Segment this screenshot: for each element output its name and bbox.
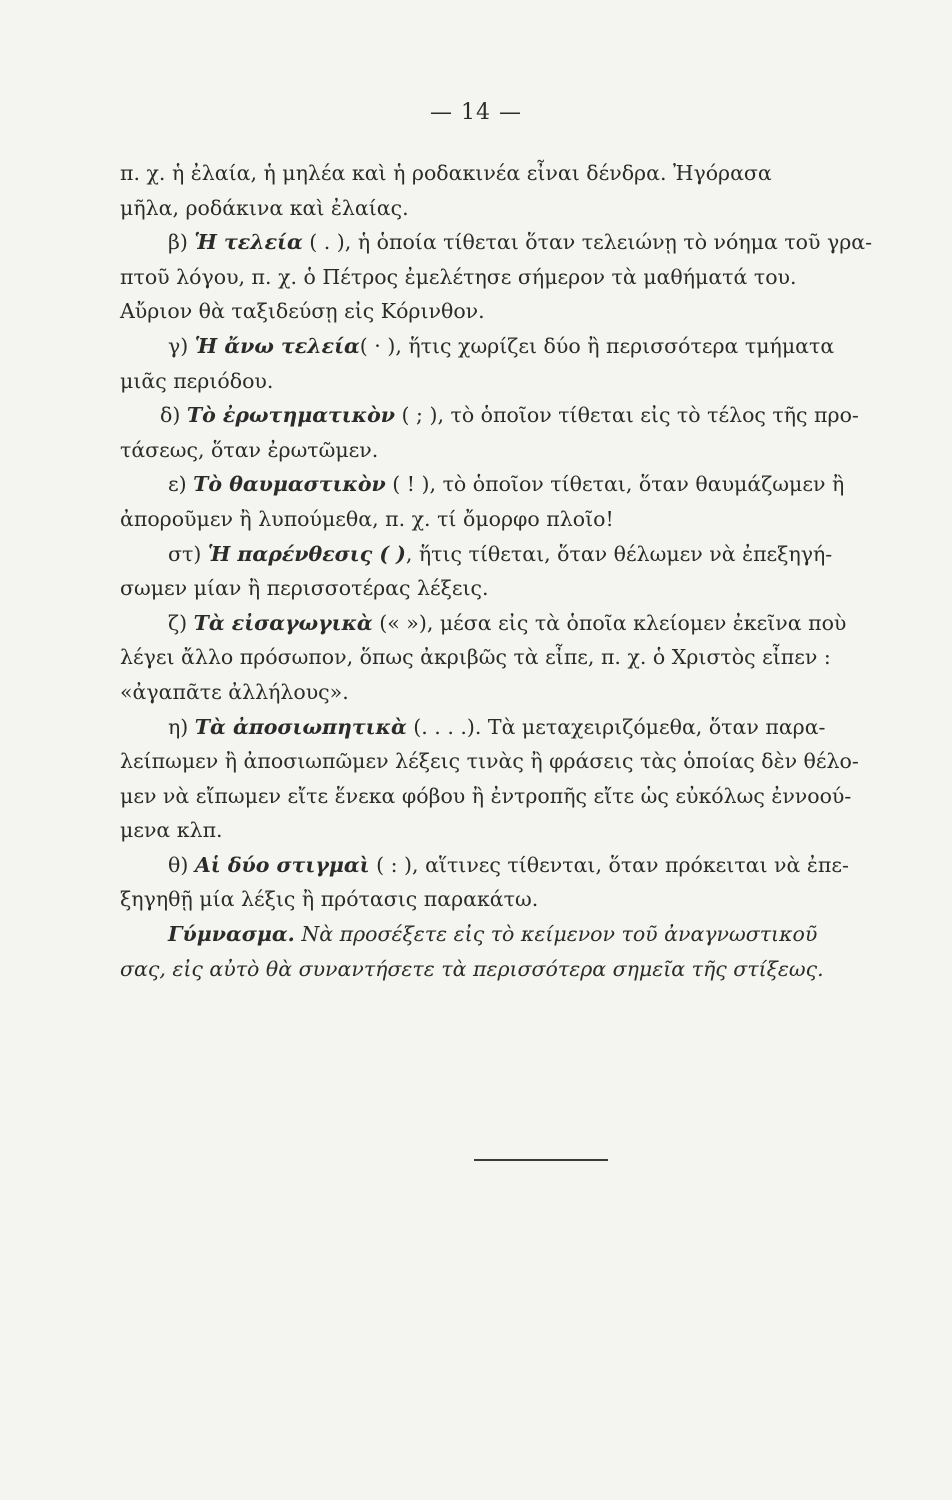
term-ellipsis: Τὰ ἀποσιωπητικὰ xyxy=(194,714,407,739)
term-quotation-marks: Τὰ εἰσαγωγικὰ xyxy=(193,610,373,635)
text-line: τάσεως, ὅταν ἐρωτῶμεν. xyxy=(120,437,379,462)
item-beta: β) Ἡ τελεία ( . ), ἡ ὁποία τίθεται ὅταν τελειώνῃ τὸ νόημα τοῦ γρα- xyxy=(168,230,873,255)
term-parenthesis: Ἡ παρένθεσις ( ) xyxy=(207,541,406,566)
text-line: μεν νὰ εἴπωμεν εἴτε ἕνεκα φόβου ἢ ἐντροπῆς εἴτε ὡς εὐκόλως ἐννοού- xyxy=(120,783,852,808)
text-line: π. χ. ἡ ἐλαία, ἡ μηλέα καὶ ἡ ροδακινέα εἶναι δένδρα. Ἠγόρασα xyxy=(120,161,772,185)
section-divider xyxy=(474,1159,608,1161)
page-number: — 14 — xyxy=(430,100,522,125)
term-upper-stop: Ἡ ἄνω τελεία xyxy=(194,333,360,358)
item-zeta: ζ) Τὰ εἰσαγωγικὰ (« »), μέσα εἰς τὰ ὁποῖα κλείομεν ἐκεῖνα ποὺ xyxy=(168,610,847,635)
item-theta: θ) Αἱ δύο στιγμαὶ ( : ), αἵτινες τίθενται, ὅταν πρόκειται νὰ ἐπε- xyxy=(168,852,849,877)
term-colon: Αἱ δύο στιγμαὶ xyxy=(194,852,370,877)
text-line: μῆλα, ροδάκινα καὶ ἐλαίας. xyxy=(120,195,409,220)
item-epsilon: ε) Τὸ θαυμαστικὸν ( ! ), τὸ ὁποῖον τίθεται, ὅταν θαυμάζωμεν ἢ xyxy=(168,472,845,497)
exercise-title: Γύμνασμα. xyxy=(168,922,295,947)
item-delta: δ) Τὸ ἐρωτηματικὸν ( ; ), τὸ ὁποῖον τίθεται εἰς τὸ τέλος τῆς προ- xyxy=(160,403,859,428)
text-line: Αὔριον θὰ ταξιδεύσῃ εἰς Κόρινθον. xyxy=(120,299,485,324)
exercise-line: σας, εἰς αὐτὸ θὰ συναντήσετε τὰ περισσότερα σημεῖα τῆς στίξεως. xyxy=(120,956,824,981)
text-line: σωμεν μίαν ἢ περισσοτέρας λέξεις. xyxy=(120,576,489,601)
text-line: λείπωμεν ἢ ἀποσιωπῶμεν λέξεις τινὰς ἢ φράσεις τὰς ὁποίας δὲν θέλο- xyxy=(120,749,859,774)
item-gamma: γ) Ἡ ἄνω τελεία( · ), ἥτις χωρίζει δύο ἢ περισσότερα τμήματα xyxy=(168,333,835,358)
text-line: ἀποροῦμεν ἢ λυπούμεθα, π. χ. τί ὄμορφο πλοῖο! xyxy=(120,506,614,531)
body-text xyxy=(120,156,940,986)
text-line: ξηγηθῇ μία λέξις ἢ πρότασις παρακάτω. xyxy=(120,887,539,912)
item-eta: η) Τὰ ἀποσιωπητικὰ (. . . .). Τὰ μεταχειριζόμεθα, ὅταν παρα- xyxy=(168,714,826,739)
text-line: μιᾶς περιόδου. xyxy=(120,368,274,393)
exercise-heading-line: Γύμνασμα. Νὰ προσέξετε εἰς τὸ κείμενον τοῦ ἀναγνωστικοῦ xyxy=(168,922,818,947)
term-exclamation-mark: Τὸ θαυμαστικὸν xyxy=(193,472,386,497)
text-line: μενα κλπ. xyxy=(120,818,223,843)
term-period: Ἡ τελεία xyxy=(194,230,303,255)
text-line: λέγει ἄλλο πρόσωπον, ὅπως ἀκριβῶς τὰ εἶπε, π. χ. ὁ Χριστὸς εἶπεν : xyxy=(120,645,831,670)
item-stigma: στ) Ἡ παρένθεσις ( ), ἥτις τίθεται, ὅταν θέλωμεν νὰ ἐπεξηγή- xyxy=(168,541,833,566)
term-question-mark: Τὸ ἐρωτηματικὸν xyxy=(186,403,395,428)
text-line: «ἀγαπᾶτε ἀλλήλους». xyxy=(120,679,349,704)
text-line: πτοῦ λόγου, π. χ. ὁ Πέτρος ἐμελέτησε σήμερον τὰ μαθήματά του. xyxy=(120,264,797,289)
